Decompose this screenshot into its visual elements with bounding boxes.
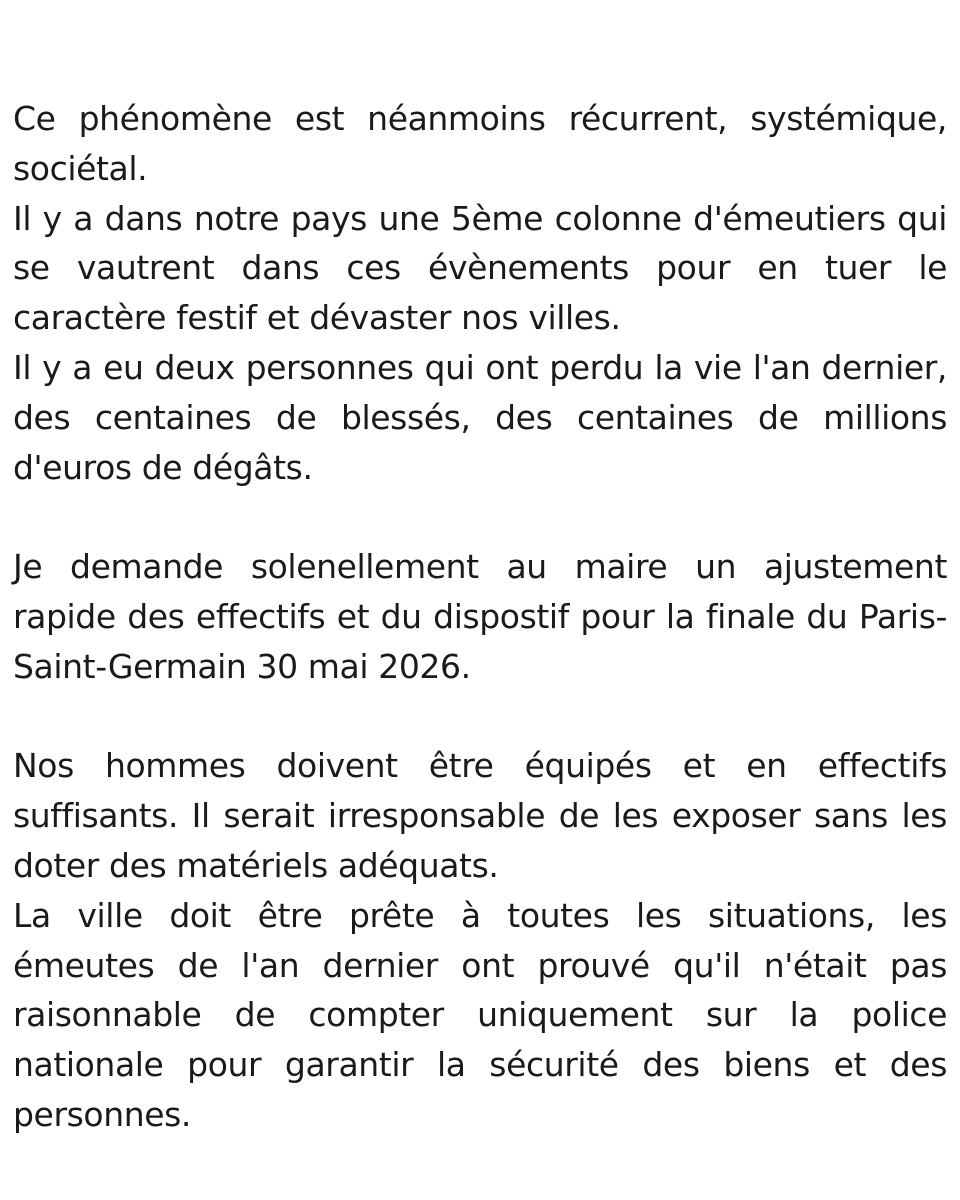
paragraph: Il y a eu deux personnes qui ont perdu la vie l'an dernier, des centaines de blessés, des centaines de millions d'euros de dégâts. xyxy=(13,347,947,487)
document-text xyxy=(13,94,947,1140)
paragraph: Nos hommes doivent être équipés et en effectifs suffisants. Il serait irresponsable de les exposer sans les doter des matériels adéquats. xyxy=(13,746,947,885)
paragraph-spacer xyxy=(13,492,947,542)
paragraph-spacer xyxy=(13,692,947,742)
paragraph: Je demande solenellement au maire un ajustement rapide des effectifs et du dispostif pour la finale du Paris-Saint-Germain 30 mai 2026. xyxy=(13,547,947,686)
paragraph: Ce phénomène est néanmoins récurrent, systémique, sociétal. xyxy=(13,99,947,188)
paragraph: La ville doit être prête à toutes les situations, les émeutes de l'an dernier ont prouvé qu'il n'était pas raisonnable de compter uniquement sur la police nationale pour garantir la sécurité des biens et des personnes. xyxy=(13,895,947,1134)
paragraph: Il y a dans notre pays une 5ème colonne d'émeutiers qui se vautrent dans ces évènements pour en tuer le caractère festif et dévaster nos villes. xyxy=(13,198,947,338)
